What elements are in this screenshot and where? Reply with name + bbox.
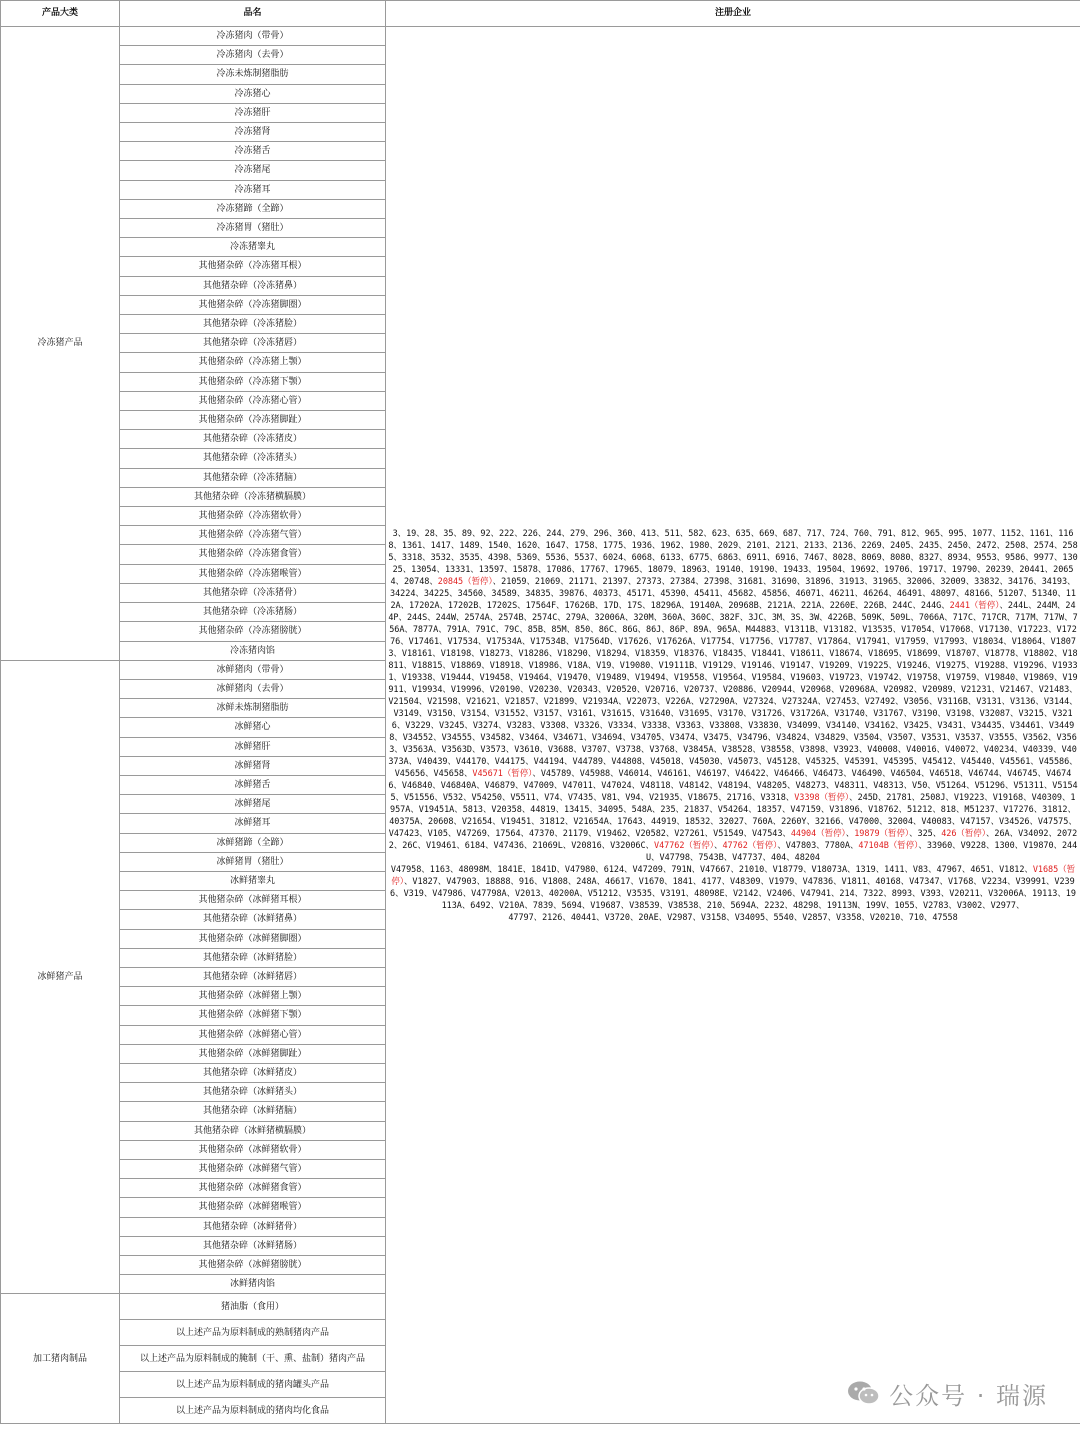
category-cell-chilled: 冰鲜猪产品: [1, 660, 120, 1294]
product-cell: 以上述产品为原料制成的腌制（干、熏、盐制）猪肉产品: [120, 1346, 386, 1372]
product-cell: 其他猪杂碎（冷冻猪下颚）: [120, 372, 386, 391]
header-product: 品名: [120, 1, 386, 27]
product-cell: 冷冻猪蹄（全蹄）: [120, 199, 386, 218]
product-cell: 冷冻猪胃（猪肚）: [120, 219, 386, 238]
product-cell: 冷冻未炼制猪脂肪: [120, 65, 386, 84]
product-cell: 冰鲜猪胃（猪肚）: [120, 852, 386, 871]
suspended-code: 20845（暂停）: [437, 577, 493, 588]
product-cell: 冷冻猪肉馅: [120, 641, 386, 660]
product-cell: 其他猪杂碎（冷冻猪皮）: [120, 430, 386, 449]
product-cell: 冰鲜猪肉（带骨）: [120, 660, 386, 679]
product-cell: 其他猪杂碎（冰鲜猪喉管）: [120, 1198, 386, 1217]
product-cell: 其他猪杂碎（冰鲜猪头）: [120, 1083, 386, 1102]
product-cell: 其他猪杂碎（冰鲜猪鼻）: [120, 910, 386, 929]
product-cell: 冷冻猪尾: [120, 161, 386, 180]
product-cell: 其他猪杂碎（冰鲜猪软骨）: [120, 1140, 386, 1159]
suspended-code: V47762（暂停）: [654, 841, 714, 852]
product-cell: 冰鲜猪肾: [120, 756, 386, 775]
product-cell: 其他猪杂碎（冷冻猪横膈膜）: [120, 487, 386, 506]
suspended-code: 47104B（暂停）: [858, 841, 919, 852]
suspended-code: 44904（暂停）: [790, 829, 846, 840]
product-cell: 其他猪杂碎（冷冻猪骨）: [120, 583, 386, 602]
product-cell: 其他猪杂碎（冷冻猪食管）: [120, 545, 386, 564]
suspended-code: V3398（暂停）: [794, 793, 850, 804]
table-row: [1, 27, 1080, 46]
product-cell: 其他猪杂碎（冰鲜猪脸）: [120, 948, 386, 967]
product-cell: 以上述产品为原料制成的熟制猪肉产品: [120, 1320, 386, 1346]
product-cell: 其他猪杂碎（冷冻猪心管）: [120, 391, 386, 410]
product-cell: 冰鲜猪耳: [120, 814, 386, 833]
product-cell: 冷冻猪心: [120, 84, 386, 103]
suspended-code: 19879（暂停）: [854, 829, 910, 840]
product-cell: 其他猪杂碎（冰鲜猪脑）: [120, 1102, 386, 1121]
category-cell-processed: 加工猪肉制品: [1, 1294, 120, 1424]
product-cell: 冷冻猪睾丸: [120, 238, 386, 257]
product-cell: 冰鲜猪心: [120, 718, 386, 737]
product-cell: 其他猪杂碎（冷冻猪脚趾）: [120, 411, 386, 430]
product-cell: 冰鲜猪蹄（全蹄）: [120, 833, 386, 852]
product-cell: 冷冻猪肝: [120, 103, 386, 122]
product-cell: 其他猪杂碎（冰鲜猪肠）: [120, 1236, 386, 1255]
product-cell: 其他猪杂碎（冷冻猪脑）: [120, 468, 386, 487]
product-cell: 冰鲜未炼制猪脂肪: [120, 699, 386, 718]
product-cell: 其他猪杂碎（冷冻猪上颚）: [120, 353, 386, 372]
product-cell: 其他猪杂碎（冰鲜猪横膈膜）: [120, 1121, 386, 1140]
product-cell: 其他猪杂碎（冷冻猪气管）: [120, 526, 386, 545]
product-cell: 其他猪杂碎（冰鲜猪下颚）: [120, 1006, 386, 1025]
product-cell: 其他猪杂碎（冷冻猪喉管）: [120, 564, 386, 583]
watermark: [847, 1376, 1048, 1410]
suspended-code: 47762（暂停）: [722, 841, 778, 852]
product-cell: 其他猪杂碎（冰鲜猪皮）: [120, 1063, 386, 1082]
product-cell: 其他猪杂碎（冷冻猪头）: [120, 449, 386, 468]
product-cell: 冷冻猪舌: [120, 142, 386, 161]
suspended-code: 426（暂停）: [941, 829, 986, 840]
product-cell: 其他猪杂碎（冷冻猪唇）: [120, 334, 386, 353]
product-cell: 其他猪杂碎（冰鲜猪耳根）: [120, 891, 386, 910]
product-cell: 其他猪杂碎（冰鲜猪脚趾）: [120, 1044, 386, 1063]
product-cell: 其他猪杂碎（冰鲜猪食管）: [120, 1179, 386, 1198]
product-cell: 其他猪杂碎（冷冻猪鼻）: [120, 276, 386, 295]
suspended-code: 2441（暂停）: [949, 601, 1000, 612]
enterprise-code-list: 47797、2126、40441、V3720、20AE、V2987、V3158、V34095、5540、V2857、V3358、V20210、710、47558: [508, 913, 958, 924]
header-enterprise: 注册企业: [386, 1, 1080, 27]
product-cell: 其他猪杂碎（冰鲜猪唇）: [120, 967, 386, 986]
enterprise-cell: [386, 27, 1080, 1424]
product-cell: 冰鲜猪尾: [120, 795, 386, 814]
category-cell-frozen: 冷冻猪产品: [1, 27, 120, 661]
product-cell: 其他猪杂碎（冰鲜猪气管）: [120, 1159, 386, 1178]
product-cell: 猪油脂（食用）: [120, 1294, 386, 1320]
header-row: [1, 1, 1080, 27]
watermark-text: 公众号 · 瑞源: [889, 1381, 1048, 1410]
product-cell: 冰鲜猪肉（去骨）: [120, 679, 386, 698]
header-category: 产品大类: [1, 1, 120, 27]
product-cell: 冰鲜猪睾丸: [120, 871, 386, 890]
product-cell: 冰鲜猪肉馅: [120, 1275, 386, 1294]
product-cell: 其他猪杂碎（冷冻猪肠）: [120, 603, 386, 622]
product-cell: 冷冻猪肉（去骨）: [120, 46, 386, 65]
product-cell: 其他猪杂碎（冷冻猪膀胱）: [120, 622, 386, 641]
product-cell: 冷冻猪肾: [120, 123, 386, 142]
enterprise-code-list: 3、19、28、35、89、92、222、226、244、279、296、360、413、511、582、623、635、669、687、717、724、760、791、812、965、995、1077、1152、1161、1168、1361、1417、1489、1540、1620、1647、1758、1775、1936、1962、1980、2029、2101、2121、2133、2136、2269、2405、2435、2450、2472、2508、2574、2585、3318、3532、3535、4398、5369、5536、5537、6024、6068、6133、6775、6863、6911、6916、7467、8028、8069、8080、8327、8934、9553、9586、9977、13025、13054、13331、13597、15878、17086、17767、17965、18079、18963、19140、19190、19433、19504、19692、19706、19717、19790、20239、20441、20654、20748、20845（暂停）、21059、21069、21171、21397、27373、27384、27398、31681、31690、31896、31913、31965、32006、32009、33832、34176、34193、34224、34225、34560、34589、34835、39876、40373、45171、45390、45411、45682、45856、46071、46211、46264、46491、48097、48166、51207、51340、112A、17202A、17202B、17202S、17564F、17626B、17D、17S、18296A、19140A、20968B、2121A、221A、2260E、226B、244C、244G、2441（暂停）、244L、244M、244P、244S、244W、2574A、2574B、2574C、279A、32006A、320M、360A、360C、382F、3JC、3M、3S、3W、4226B、509K、509L、7066A、717C、717CR、717M、717W、756A、7877A、791A、791C、79C、85B、85M、850、86C、86G、86J、86P、89A、965A、M44883、V1311B、V13182、V13535、V17054、V17068、V17130、V17223、V17276、V17461、V17534、V17534A、V17534B、V17564D、V17626、V17626A、V17754、V17756、V17787、V17864、V17941、V17959、V17993、V18034、V18064、V18073、V18161、V18198、V18273、V18286、V18290、V18294、V18359、V18376、V18435、V18441、V18611、V18674、V18695、V18699、V18707、V18778、V18802、V18811、V18815、V18869、V18918、V18986、V18A、V19、V19080、V19111B、V19129、V19146、V19147、V19209、V19225、V19246、V19275、V19288、V19296、V19331、V19338、V19444、V19458、V19464、V19470、V19489、V19494、V19558、V19564、V19584、V19603、V19723、V19742、V19758、V19759、V19840、V19869、V19911、V19934、V19996、V20190、V20230、V20343、V20520、V20716、V20737、V20886、V20944、V20968、V20968A、V20982、V20989、V21231、V21467、V21483、V21504、V21598、V21621、V21857、V21899、V21934A、V22073、V226A、V27290A、V27324、V27324A、V27453、V27492、V3056、V3116B、V3131、V3136、V3144、V3149、V3150、V3154、V31552、V3157、V3161、V31615、V31640、V31695、V3170、V31726、V31726A、V31740、V31767、V3190、V3198、V32087、V3215、V3216、V3229、V3245、V3274、V3283、V3308、V3326、V3334、V3338、V3363、V33808、V33830、V34099、V34140、V34162、V3425、V3431、V34435、V34461、V34498、V34552、V34555、V34582、V3464、V34671、V34694、V34705、V3474、V3475、V34796、V34824、V34829、V3504、V3507、V3531、V3537、V3555、V3562、V3563、V3563A、V3563D、V3573、V3610、V3688、V3707、V3738、V3768、V3845A、V38528、V38558、V3898、V3923、V40008、V40016、V40072、V40234、V40339、V40373A、V40439、V44170、V44175、V44194、V44789、V44808、V45018、V45030、V45073、V45128、V45325、V45391、V45395、V45412、V45440、V45561、V45586、V45656、V45658、V45671（暂停）、V45789、V45988、V46014、V46161、V46197、V46422、V46466、V46473、V46490、V46504、V46518、V46744、V46745、V46746、V46840、V46840A、V46879、V47009、V47011、V47024、V48118、V48142、V48194、V48205、V48273、V48311、V48313、V50、V51264、V51296、V51311、V51545、V51556、V532、V54250、V5511、V74、V7435、V81、V94、V21935、V18675、21716、V3318、V3398（暂停）、245D、21781、2508J、V19223、V19168、V40309、1957A、V19451A、5813、V20358、44819、13415、34095、548A、235、21837、V54264、18357、V47159、V31896、V18762、51212、818、M51237、V17276、31812、40375A、20608、V21654、V19451、31812、V21654A、17643、44919、18532、32027、760A、2260Y、32166、V47000、32004、V40083、V47157、V34526、V47575、V47423、V105、V47269、17564、47370、21179、V19462、V20582、V27261、V51549、V47543、44904（暂停）、19879（暂停）、325、426（暂停）、26A、V34092、20722、26C、V19461、6184、V47436、21069L、V20816、V32006C、V47762（暂停）、47762（暂停）、V47803、7780A、47104B（暂停）、33960、V9228、1300、V19870、244U、V47798、7543B、V47737、404、48204: [388, 529, 1078, 864]
enterprise-code-list: V47958、1163、48098M、1841E、1841D、V47980、6124、V47209、791N、V47667、21010、V18779、V18073A、1319、1411、V83、47967、4651、V1812、V1685（暂停）、V1827、V47903、18888、916、V1808、248A、46617、V1670、1841、4177、V48309、V1979、V47836、V1811、40168、V47347、V1768、V2234、V39991、V2396、V319、V47986、V47798A、V2013、40200A、V51212、V3535、V3191、48098E、V2142、V2406、V47941、214、7322、8993、V393、V20211、V32006A、19113、19113A、6492、V210A、7839、5694、V19687、V38539、V38538、210、5694A、2232、48298、19113N、199V、1055、V2783、V3002、V2977、: [390, 865, 1076, 912]
product-cell: 冷冻猪耳: [120, 180, 386, 199]
product-cell: 其他猪杂碎（冰鲜猪上颚）: [120, 987, 386, 1006]
product-cell: 其他猪杂碎（冷冻猪脚圈）: [120, 295, 386, 314]
product-cell: 冷冻猪肉（带骨）: [120, 27, 386, 46]
suspended-code: V1685（暂停）: [391, 865, 1076, 888]
product-cell: 其他猪杂碎（冷冻猪软骨）: [120, 507, 386, 526]
wechat-icon: [847, 1380, 881, 1406]
product-cell: 其他猪杂碎（冰鲜猪心管）: [120, 1025, 386, 1044]
product-cell: 以上述产品为原料制成的猪肉罐头产品: [120, 1372, 386, 1398]
product-cell: 其他猪杂碎（冰鲜猪膀胱）: [120, 1256, 386, 1275]
product-cell: 其他猪杂碎（冷冻猪脸）: [120, 315, 386, 334]
product-cell: 其他猪杂碎（冰鲜猪骨）: [120, 1217, 386, 1236]
product-cell: 冰鲜猪舌: [120, 775, 386, 794]
product-cell: 冰鲜猪肝: [120, 737, 386, 756]
suspended-code: V45671（暂停）: [472, 769, 533, 780]
product-cell: 以上述产品为原料制成的猪肉均化食品: [120, 1398, 386, 1424]
product-cell: 其他猪杂碎（冷冻猪耳根）: [120, 257, 386, 276]
product-cell: 其他猪杂碎（冰鲜猪脚圈）: [120, 929, 386, 948]
